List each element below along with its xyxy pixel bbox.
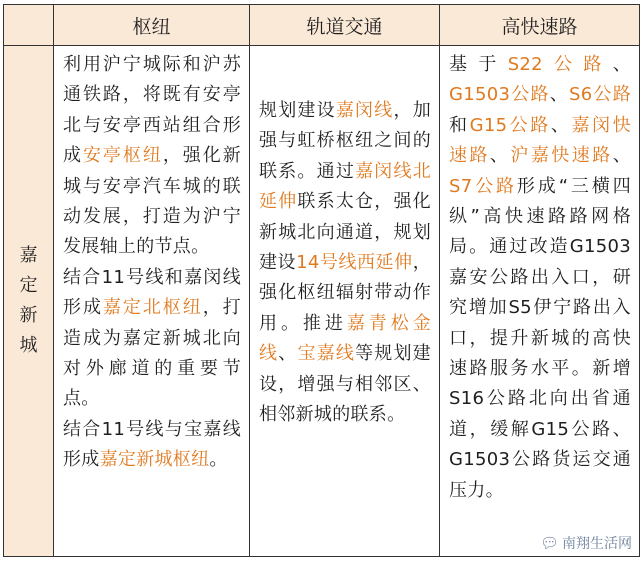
row-label-char: 新 bbox=[19, 305, 38, 326]
text-run: 形成“三横四纵”高快速路路网格局。通过改造G1503嘉安公路出入口，研究增加S5伊宁路出入口，提升新城的高快速路服务水平。新增S16公路北向出省通道，缓解G15公路、G1503公路货运交通压力。 bbox=[449, 175, 632, 501]
row-label-char: 定 bbox=[19, 275, 38, 296]
highlight-run: S22公路 bbox=[507, 54, 613, 75]
text-run: ，打造成为嘉定新城北向对外廊道的重要节点。 bbox=[63, 297, 241, 410]
text-run: ，强化新城与安亭汽车城的联动发展，打造为沪宁发展轴上的节点。 bbox=[63, 145, 241, 258]
highlight-run: 沪嘉快速路 bbox=[510, 145, 613, 167]
text-run: 结合11号线与宝嘉线形成 bbox=[63, 418, 241, 471]
text-run: 、 bbox=[550, 114, 572, 136]
row-label-jiading-new-town bbox=[4, 46, 54, 557]
highlight-run: S7公路 bbox=[449, 175, 517, 197]
watermark-text: 南翔生活网 bbox=[562, 536, 632, 552]
highlight-run: 宝嘉线 bbox=[297, 343, 356, 365]
header-hub: 枢纽 bbox=[54, 5, 250, 46]
highlight-run: 14号线西延伸 bbox=[296, 252, 413, 274]
planning-table bbox=[3, 4, 640, 557]
highlight-run: G1503公路 bbox=[449, 84, 550, 106]
text-run: 、 bbox=[612, 54, 631, 75]
highlight-run: 嘉闵快速路 bbox=[449, 114, 631, 167]
hub-paragraph-anting bbox=[63, 50, 241, 263]
highlight-run: 嘉定新城枢纽 bbox=[99, 449, 210, 471]
text-run: ，加强与虹桥枢纽之间的联系。通过 bbox=[259, 100, 431, 182]
planning-table-container bbox=[3, 4, 639, 557]
header-rail: 轨道交通 bbox=[250, 5, 440, 46]
hub-paragraph-new-town bbox=[63, 415, 241, 476]
rail-cell bbox=[250, 46, 440, 557]
road-cell bbox=[440, 46, 640, 557]
text-run: 、 bbox=[549, 84, 569, 106]
text-run: 等规划建设，增强与相邻区、相邻新城的联系。 bbox=[259, 343, 431, 426]
hub-cell bbox=[54, 46, 250, 557]
row-label-char: 城 bbox=[19, 335, 38, 356]
header-row bbox=[4, 5, 640, 46]
text-run: 、 bbox=[612, 145, 631, 167]
text-run: 。 bbox=[209, 449, 228, 471]
highlight-run: 嘉青松金线 bbox=[259, 312, 431, 365]
row-label-char: 嘉 bbox=[19, 245, 38, 266]
text-run: 基于 bbox=[449, 54, 508, 75]
header-road: 高快速路 bbox=[440, 5, 640, 46]
text-run: 利用沪宁城际和沪苏通铁路，将既有安亭北与安亭西站组合形成 bbox=[63, 54, 241, 167]
highlight-run: 安亭枢纽 bbox=[82, 145, 163, 167]
hub-paragraph-jiading-north bbox=[63, 263, 241, 415]
watermark bbox=[537, 532, 635, 554]
text-run: 、 bbox=[489, 145, 511, 167]
text-run: 和 bbox=[449, 114, 470, 136]
highlight-run: 嘉闵线 bbox=[335, 100, 394, 121]
text-run: 规划建设 bbox=[259, 100, 336, 121]
text-run: 联系太仓，强化新城北向通道，规划建设 bbox=[259, 191, 431, 274]
highlight-run: 嘉闵线北延伸 bbox=[259, 160, 431, 213]
text-run: 结合11号线和嘉闵线形成 bbox=[63, 266, 241, 319]
text-run: ，强化枢纽辐射带动作用。推进 bbox=[259, 252, 431, 334]
highlight-run: G15公路 bbox=[469, 114, 551, 136]
text-run: 、 bbox=[278, 343, 298, 365]
chat-bubble-icon: 💬︎ bbox=[539, 534, 559, 552]
highlight-run: 嘉定北枢纽 bbox=[102, 297, 203, 319]
table-row bbox=[4, 46, 640, 557]
corner-cell bbox=[4, 5, 54, 46]
highlight-run: S6公路 bbox=[569, 84, 631, 106]
